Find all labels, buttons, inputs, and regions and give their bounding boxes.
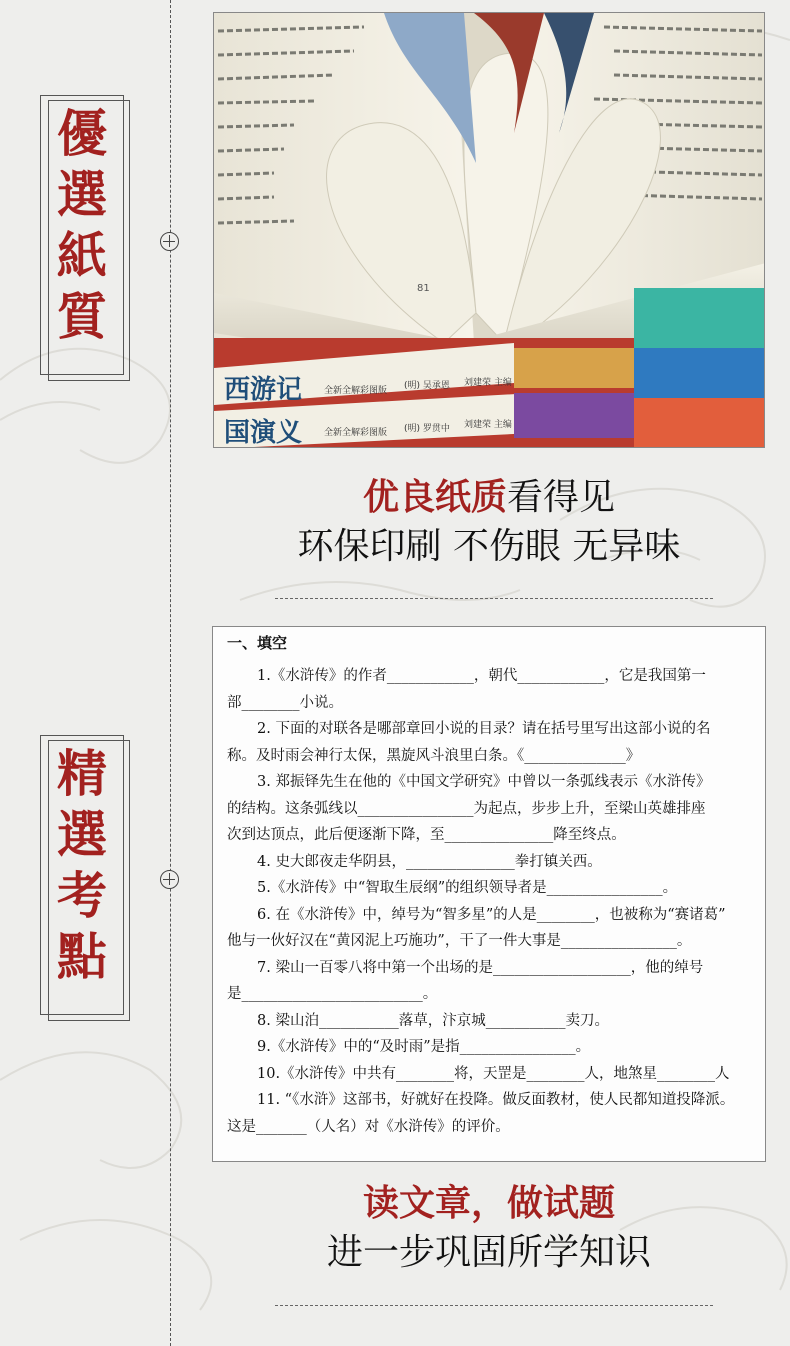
book-spine-subtitle: 全新全解彩图版: [324, 428, 388, 438]
exam-question-line: 9.《水浒传》中的“及时雨”是指________________。: [257, 1039, 591, 1055]
seal-char: 紙: [57, 226, 107, 285]
book-spine-title: 国演义: [224, 418, 303, 448]
exam-sheet: [212, 626, 766, 1162]
exam-question-line: 的结构。这条弧线以________________为起点，步步上升，至梁山英雄排座: [227, 800, 706, 817]
paper-caption-rest: 看得见: [507, 477, 616, 518]
section-divider: [275, 1305, 713, 1306]
paper-caption-line1: [213, 477, 765, 519]
exam-question-line: 称。及时雨会神行太保，黑旋风斗浪里白条。《______________》: [227, 747, 641, 764]
seal-exam-points: [40, 735, 124, 1015]
exam-caption-line2: 进一步巩固所学知识: [326, 1232, 651, 1273]
paper-caption-line2: 环保印刷 不伤眼 无异味: [297, 526, 681, 567]
exam-question-line: 7. 梁山一百零八将中第一个出场的是___________________，他的绰号: [257, 959, 704, 976]
seal-char: 質: [57, 287, 107, 346]
exam-question-line: 11. “《水浒》这部书，好就好在投降。做反面教材，使人民都知道投降派。: [257, 1092, 735, 1108]
section-divider: [275, 598, 713, 599]
exam-question-line: 1.《水浒传》的作者____________，朝代____________，它是我国第一: [257, 668, 706, 684]
book-spine-editor: 刘建荣 主编: [464, 420, 512, 430]
exam-question-line: 部________小说。: [227, 694, 343, 711]
book-spine-author: (明) 吴承恩: [404, 381, 450, 391]
seal-paper-quality: [40, 95, 124, 375]
exam-question-line: 他与一伙好汉在“黄冈泥上巧施功”，干了一件大事是________________。: [227, 933, 692, 949]
exam-question-line: 次到达顶点，此后便逐渐下降，至_______________降至终点。: [227, 827, 626, 843]
timeline-dashed-line: [170, 0, 171, 1346]
page-number: 81: [417, 283, 430, 294]
exam-question-line: 6. 在《水浒传》中，绰号为“智多星”的人是________，也被称为“赛诸葛”: [257, 906, 726, 923]
book-spine-title: 西游记: [224, 375, 303, 405]
book-spine-editor: 刘建荣 主编: [464, 378, 512, 388]
book-spine-author: (明) 罗贯中: [404, 424, 450, 434]
seal-char: 精: [57, 744, 107, 803]
seal-char: 點: [57, 927, 107, 986]
exam-question-line: 8. 梁山泊___________落草，汴京城___________卖刀。: [257, 1012, 609, 1029]
exam-question-line: 是_________________________。: [227, 986, 438, 1002]
exam-question-line: 5.《水浒传》中“智取生辰纲”的组织领导者是________________。: [257, 880, 678, 896]
exam-question-line: 这是_______（人名）对《水浒传》的评价。: [227, 1118, 510, 1135]
seal-char: 考: [57, 866, 107, 925]
exam-caption-line1: 读文章，做试题: [362, 1183, 615, 1224]
exam-question-line: 4. 史大郎夜走华阴县，_______________拳打镇关西。: [257, 853, 602, 870]
exam-heading: 一、填空: [227, 634, 288, 652]
book-paper-photo: [213, 12, 765, 448]
book-spine-subtitle: 全新全解彩图版: [324, 386, 388, 396]
open-book-illustration: [214, 13, 765, 448]
seal-char: 選: [57, 805, 107, 864]
crosshair-circle-icon: [160, 870, 179, 889]
crosshair-circle-icon: [160, 232, 179, 251]
seal-char: 選: [57, 165, 107, 224]
paper-caption-highlight: 优良纸质: [362, 477, 507, 518]
seal-char: 優: [57, 104, 107, 163]
exam-question-line: 10.《水浒传》中共有________将，天罡是________人，地煞星________人: [257, 1065, 730, 1082]
exam-question-line: 2. 下面的对联各是哪部章回小说的目录？请在括号里写出这部小说的名: [257, 721, 711, 737]
exam-question-line: 3. 郑振铎先生在他的《中国文学研究》中曾以一条弧线表示《水浒传》: [257, 774, 711, 790]
